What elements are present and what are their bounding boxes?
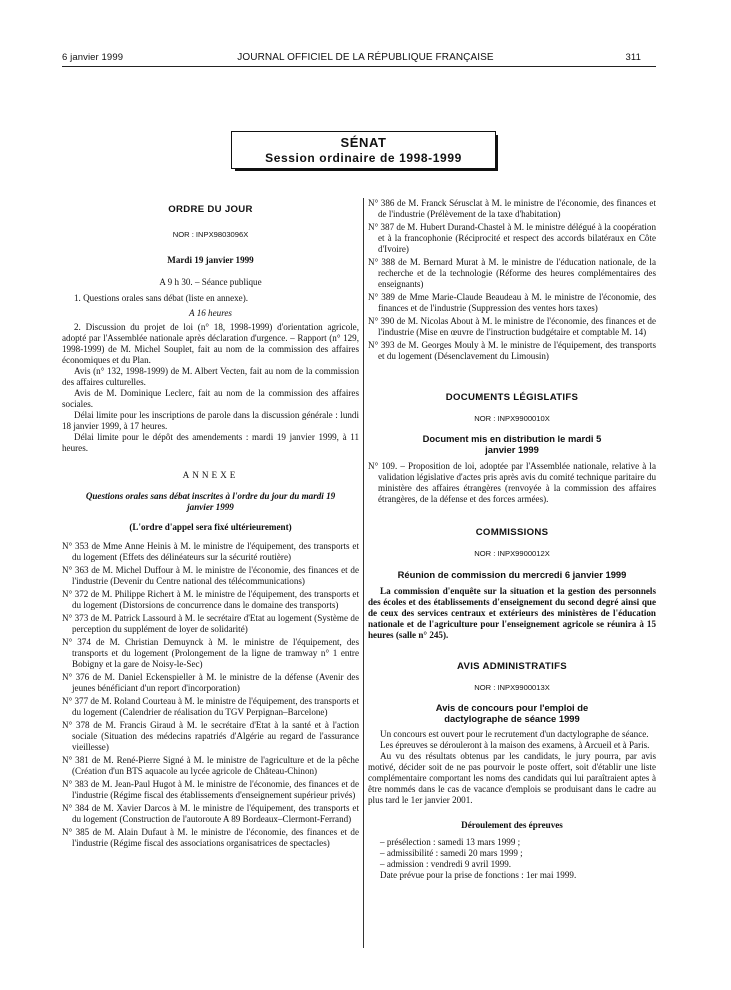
right-column (368, 198, 656, 881)
list-item: N° 377 de M. Roland Courteau à M. le ministre de l'équipement, des transports et du logement (Calendrier de réalisation du TGV Perpignan–Barcelone) (62, 696, 359, 717)
commissions-title: COMMISSIONS (475, 527, 549, 538)
delai-1: Délai limite pour les inscriptions de parole dans la discussion générale : lundi 18 janvier 1999, à 17 heures. (62, 410, 359, 431)
list-item: N° 389 de Mme Marie-Claude Beaudeau à M. le ministre de l'économie, des finances et de l'industrie (Suppression des ventes hors taxes) (368, 292, 656, 313)
list-item: N° 388 de M. Bernard Murat à M. le ministre de l'éducation nationale, de la recherche et de la technologie (Réforme des heures complémentaires des enseignants) (368, 257, 656, 289)
session-title: Session ordinaire de 1998-1999 (265, 151, 462, 165)
list-item: N° 373 de M. Patrick Lassourd à M. le secrétaire d'Etat au logement (Système de perception du supplément de loyer de solidarité) (62, 613, 359, 634)
avis-nor: NOR : INPX9900013X (474, 683, 550, 692)
epreuve-1: – présélection : samedi 13 mars 1999 ; (380, 837, 521, 847)
list-item: N° 353 de Mme Anne Heinis à M. le ministre de l'équipement, des transports et du logement (Effets des délinéateurs sur la sécurité routière) (62, 541, 359, 562)
commission-text: La commission d'enquête sur la situation et la gestion des personnels des écoles et des établissements d'enseignement du second degré ainsi que de ceux des services centraux et extérieurs des ministères de l'éducation nationale et de l'agriculture pour l'enseignement agricole se réunira à 15 heures (salle n° 245). (368, 586, 656, 640)
appel-note: (L'ordre d'appel sera fixé ultérieurement) (129, 522, 292, 532)
list-item: N° 363 de M. Michel Duffour à M. le ministre de l'économie, des finances et de l'industrie (Devenir du Centre national des télécommunications) (62, 565, 359, 586)
questions-title: Questions orales sans débat inscrites à l'ordre du jour du mardi 19 janvier 1999 (85, 491, 336, 512)
avis-paragraph-2: Les épreuves se dérouleront à la maison des examens, à Arcueil et à Paris. (380, 740, 650, 750)
list-item: N° 383 de M. Jean-Paul Hugot à M. le ministre de l'économie, des finances et de l'industrie (Régime fiscal des établissements d'enseignement supérieur privés) (62, 779, 359, 800)
documents-title: DOCUMENTS LÉGISLATIFS (445, 392, 579, 403)
journal-title: JOURNAL OFFICIEL DE LA RÉPUBLIQUE FRANÇAISE (237, 52, 494, 63)
ordre-title: ORDRE DU JOUR (168, 204, 253, 215)
prise-de-fonctions: Date prévue pour la prise de fonctions : 1er mai 1999. (380, 870, 577, 880)
deroulement-title: Déroulement des épreuves (461, 820, 563, 830)
ordre-nor: NOR : INPX9803096X (172, 230, 249, 239)
list-item: N° 384 de M. Xavier Darcos à M. le ministre de l'équipement, des transports et du logement (Construction de l'autoroute A 89 Bordeaux–Clermont-Ferrand) (62, 803, 359, 824)
title-box (231, 131, 496, 169)
annexe-title: ANNEXE (182, 470, 239, 480)
commissions-nor: NOR : INPX9900012X (474, 549, 550, 558)
time-16: A 16 heures (189, 308, 232, 318)
list-item: N° 393 de M. Georges Mouly à M. le ministre de l'équipement, des transports et du logement (Désenclavement du Limousin) (368, 340, 656, 361)
list-item: N° 385 de M. Alain Dufaut à M. le ministre de l'économie, des finances et de l'industrie (Régime fiscal des associations organisatrices de spectacles) (62, 827, 359, 848)
header-date: 6 janvier 1999 (62, 52, 124, 63)
item-2: 2. Discussion du projet de loi (n° 18, 1998-1999) d'orientation agricole, adopté par l'Assemblée nationale après déclaration d'urgence. – Rapport (n° 129, 1998-1999) de M. Michel Souplet, fait au nom de la commission des affaires économiques et du Plan. (62, 322, 359, 365)
list-item: N° 374 de M. Christian Demuynck à M. le ministre de l'équipement, des transports et du logement (Prolongement de la ligne de tramway n° 1 entre Bobigny et la gare de Noisy-le-Sec) (62, 637, 359, 669)
avis-title: AVIS ADMINISTRATIFS (457, 661, 567, 672)
left-question-list (62, 541, 359, 849)
senate-title: SÉNAT (340, 135, 387, 150)
left-column (62, 198, 359, 851)
documents-nor: NOR : INPX9900010X (474, 414, 550, 423)
list-item: N° 386 de M. Franck Sérusclat à M. le ministre de l'économie, des finances et de l'industrie (Prélèvement de la taxe d'habitation) (368, 198, 656, 219)
documents-subtitle: Document mis en distribution le mardi 5 janvier 1999 (422, 433, 602, 455)
list-item: N° 387 de M. Hubert Durand-Chastel à M. le ministre délégué à la coopération et à la francophonie (Réciprocité et respect des accords bilatéraux en Côte d'Ivoire) (368, 222, 656, 254)
epreuve-3: – admission : vendredi 9 avril 1999. (380, 859, 512, 869)
avis-1: Avis (n° 132, 1998-1999) de M. Albert Vecten, fait au nom de la commission des affaires culturelles. (62, 366, 359, 387)
document-item: N° 109. – Proposition de loi, adoptée par l'Assemblée nationale, relative à la validation législative d'actes pris après avis du comité technique paritaire du ministère des affaires étrangères (renvoyée à la commission des affaires étrangères, de la défense et des forces armées). (368, 461, 656, 504)
item-1: 1. Questions orales sans débat (liste en annexe). (74, 293, 248, 303)
header-rule (62, 66, 656, 67)
list-item: N° 372 de M. Philippe Richert à M. le ministre de l'équipement, des transports et du logement (Distorsions de concurrence dans le domaine des transports) (62, 589, 359, 610)
list-item: N° 381 de M. René-Pierre Signé à M. le ministre de l'agriculture et de la pêche (Création d'un BTS aquacole au lycée agricole de Château-Chinon) (62, 755, 359, 776)
avis-2: Avis de M. Dominique Leclerc, fait au nom de la commission des affaires sociales. (62, 388, 359, 409)
avis-subtitle: Avis de concours pour l'emploi de dactylographe de séance 1999 (435, 702, 589, 724)
column-divider (363, 198, 364, 948)
seance-line: A 9 h 30. – Séance publique (159, 277, 262, 287)
page-number: 311 (625, 52, 641, 63)
delai-2: Délai limite pour le dépôt des amendements : mardi 19 janvier 1999, à 11 heures. (62, 432, 359, 453)
list-item: N° 378 de M. Francis Giraud à M. le secrétaire d'Etat à la santé et à l'action sociale (Situation des médecins rapatriés d'Algérie au regard de l'assurance vieillesse) (62, 720, 359, 752)
right-question-list (368, 198, 656, 362)
list-item: N° 376 de M. Daniel Eckenspieller à M. le ministre de la défense (Avenir des jeunes bénéficiant d'un report d'incorporation) (62, 672, 359, 693)
ordre-date: Mardi 19 janvier 1999 (167, 255, 254, 265)
list-item: N° 390 de M. Nicolas About à M. le ministre de l'économie, des finances et de l'industrie (Mise en œuvre de l'instruction budgétaire et comptable M. 14) (368, 316, 656, 337)
epreuve-2: – admissibilité : samedi 20 mars 1999 ; (380, 848, 523, 858)
avis-paragraph-1: Un concours est ouvert pour le recrutement d'un dactylographe de séance. (380, 729, 649, 739)
commissions-subtitle: Réunion de commission du mercredi 6 janvier 1999 (397, 569, 627, 580)
avis-paragraph-3: Au vu des résultats obtenus par les candidats, le jury pourra, par avis motivé, décider soit de ne pas pourvoir le poste offert, soit d'établir une liste complémentaire comportant les noms des candidats qui lui paraîtraient aptes à être nommés dans le cas de vacance d'emplois se produisant dans le cadre au plus tard le 1er janvier 2001. (368, 751, 656, 805)
